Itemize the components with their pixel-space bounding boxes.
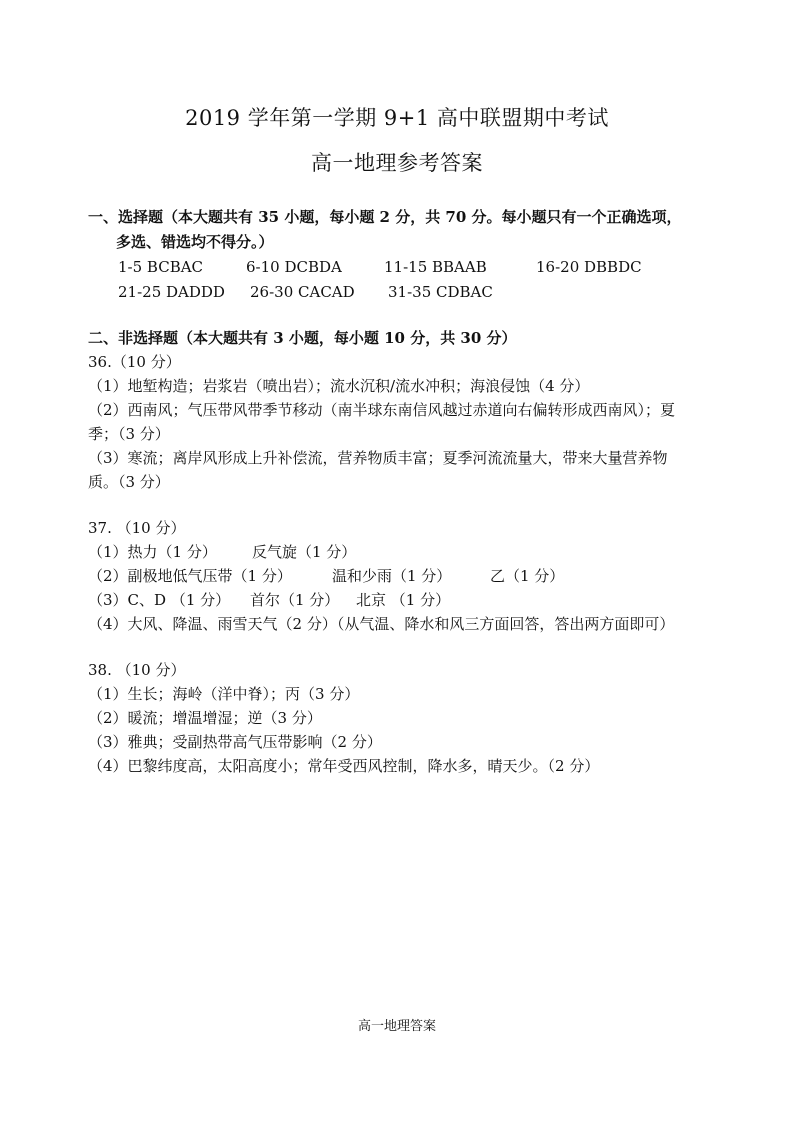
mc-answer-group: 11-15 BBAAB: [384, 258, 487, 276]
q38-line: （3）雅典；受副热带高气压带影响（2 分）: [88, 733, 382, 751]
mc-answer-group: 26-30 CACAD: [250, 283, 355, 301]
q36-line: （2）西南风；气压带风带季节移动（南半球东南信风越过赤道向右偏转形成西南风）；夏: [88, 401, 676, 419]
q37-r4: （4）大风、降温、雨雪天气（2 分）（从气温、降水和风三方面回答，答出两方面即可）: [88, 615, 675, 633]
q37-r3-a: （3）C、D （1 分）: [88, 591, 231, 609]
q37-r3-c: 北京 （1 分）: [356, 591, 451, 609]
q36-line: 质。（3 分）: [88, 473, 170, 491]
q36-line: （3）寒流；离岸风形成上升补偿流，营养物质丰富；夏季河流流量大，带来大量营养物: [88, 449, 668, 467]
q36-line: 季；（3 分）: [88, 425, 170, 443]
mc-answer-group: 1-5 BCBAC: [118, 258, 204, 276]
exam-subtitle: 高一地理参考答案: [311, 151, 483, 175]
q38-line: （4）巴黎纬度高，太阳高度小；常年受西风控制，降水多，晴天少。（2 分）: [88, 757, 600, 775]
q37-r1-a: （1）热力（1 分）: [88, 543, 217, 561]
q36-line: （1）地堑构造；岩浆岩（喷出岩）；流水沉积/流水冲积；海浪侵蚀（4 分）: [88, 377, 590, 395]
mc-answer-group: 16-20 DBBDC: [536, 258, 642, 276]
section1-heading-line2: 多选、错选均不得分。）: [116, 233, 274, 251]
q38-label: 38. （10 分）: [88, 661, 186, 679]
page-footer: 高一地理答案: [357, 1019, 436, 1034]
q38-line: （1）生长；海岭（洋中脊）；丙（3 分）: [88, 685, 360, 703]
q37-r3-b: 首尔（1 分）: [250, 591, 340, 609]
q38-line: （2）暖流；增温增湿；逆（3 分）: [88, 709, 322, 727]
mc-answer-group: 31-35 CDBAC: [388, 283, 493, 301]
q37-r2-a: （2）副极地低气压带（1 分）: [88, 567, 292, 585]
mc-answer-group: 6-10 DCBDA: [246, 258, 342, 276]
q36-label: 36.（10 分）: [88, 353, 181, 371]
exam-title: 2019 学年第一学期 9+1 高中联盟期中考试: [185, 106, 609, 130]
q37-r2-b: 温和少雨（1 分）: [332, 567, 452, 585]
mc-answer-group: 21-25 DADDD: [118, 283, 225, 301]
q37-r2-c: 乙（1 分）: [490, 567, 565, 585]
section1-heading-line1: 一、选择题（本大题共有 35 小题，每小题 2 分，共 70 分。每小题只有一个正确选项，: [88, 208, 682, 226]
q37-r1-b: 反气旋（1 分）: [252, 543, 357, 561]
section2-heading: 二、非选择题（本大题共有 3 小题，每小题 10 分，共 30 分）: [88, 329, 517, 347]
q37-label: 37. （10 分）: [88, 519, 186, 537]
